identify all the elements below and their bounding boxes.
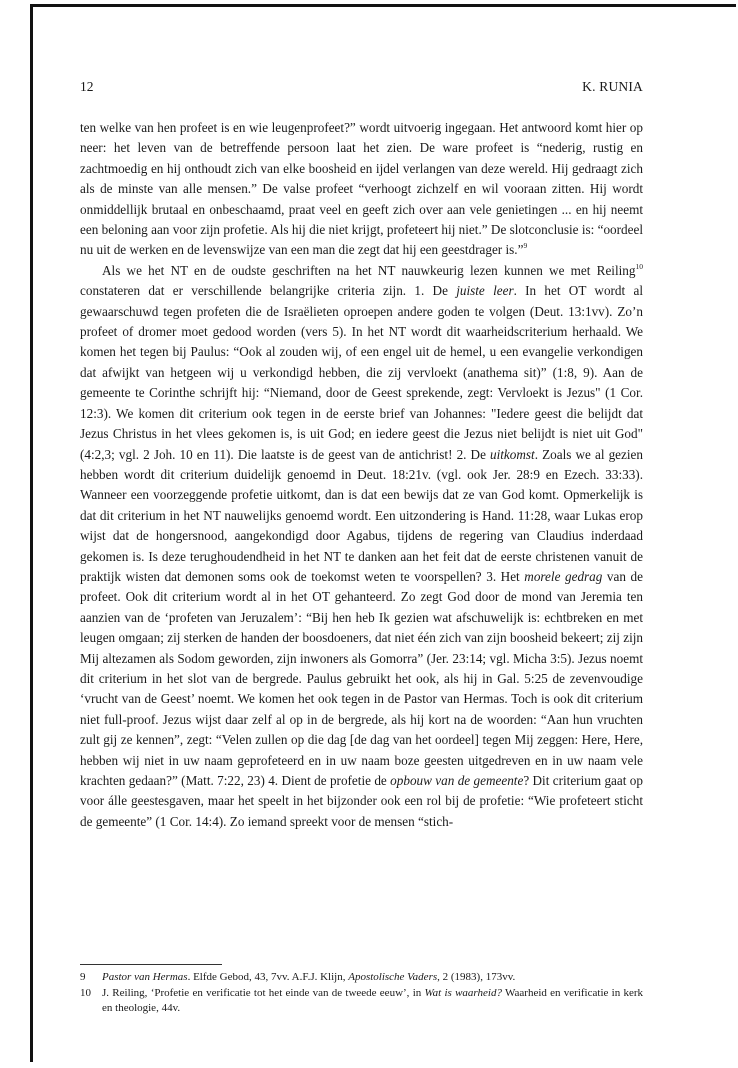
footnote-number: 10: [80, 986, 91, 999]
footnote-divider: [80, 964, 222, 965]
paragraph-2-text-a: Als we het NT en de oudste geschriften na het NT nauwkeurig lezen kunnen we met Reiling: [102, 262, 636, 278]
criterion-juiste-leer: juiste leer: [456, 283, 514, 299]
footnote-text: , 2 (1983), 173vv.: [437, 971, 516, 983]
paragraph-2-text-b: constateren dat er verschillende belangrijke criteria zijn. 1. De: [80, 283, 457, 299]
footnote-10: [80, 986, 643, 1017]
footnote-text: Waarheid en verificatie in kerk en theologie, 44v.: [102, 986, 644, 1014]
paragraph-2-text-f: ? Dit criterium gaat op voor álle geestesgaven, maar het speelt in het bijzonder ook een rol bij de profetie: “Wie profeteert sticht de gemeente” (1 Cor. 14:4). Zo iemand spreekt voor de mensen “stich-: [80, 773, 643, 829]
paragraph-2-text-c: . In het OT wordt al gewaarschuwd tegen profeten die de Israëlieten oproepen andere goden te volgen (Deut. 13:1vv). Zo’n profeet of dromer moet gedood worden (vers 5). In het NT wordt dit waarheidscriterium herhaald. We komen het tegen bij Paulus: “Ook al zouden wij, of een engel uit de hemel, u een evangelie verkondigen dat afwijkt van hetgeen wij u verkondigd hebben, die zij vervloekt (anathema sit)” (1:8, 9). Aan de gemeente te Corinthe schrijft hij: “Niemand, door de Geest sprekende, zegt: Vervloekt is Jezus" (1 Cor. 12:3). We komen dit criterium ook tegen in de eerste brief van Johannes: "Iedere geest die belijdt dat Jezus Christus in het vlees gekomen is, is uit God; en iedere geest die Jezus niet belijdt is niet uit God" (4:2,3; vgl. 2 Joh. 10 en 11). Die laatste is de geest van de antichrist! 2. De: [80, 283, 643, 462]
criterion-morele-gedrag: morele gedrag: [524, 568, 603, 584]
paragraph-1: [80, 118, 643, 261]
footnote-text: . Elfde Gebod, 43, 7vv. A.F.J. Klijn,: [187, 971, 349, 983]
footnote-text: J. Reiling, ‘Profetie en verificatie tot het einde van de tweede eeuw’, in: [102, 986, 425, 999]
paragraph-2-text-e: van de profeet. Ook dit criterium wordt al in het OT gehanteerd. Zo zegt God door de mond van Jeremia ten aanzien van de ‘profeten van Jeruzalem’: “Bij hen heb Ik gezien wat afschuwelijk is: echtbreken en met leugen omgaan; zij sterken de handen der boosdoeners, dat niet één zich van zijn boosheid bekeert; zij zijn Mij altezamen als Sodom geworden, zijn inwoners als Gomorra” (Jer. 23:14; vgl. Micha 3:5). Jezus noemt dit criterium in het slot van de bergrede. Paulus gebruikt het ook, als hij in Gal. 5:25 de zevenvoudige ‘vrucht van de Geest’ noemt. We komen het ook tegen in de Pastor van Hermas. Toch is ook dit criterium niet full-proof. Jezus wijst daar zelf al op in de bergrede, als hij kort na de woorden: “Aan hun vruchten zult gij ze kennen”, zegt: “Velen zullen op die dag [de dag van het oordeel] tegen Mij zeggen: Here, Here, hebben wij niet in uw naam geprofeteerd en in uw naam boze geesten uitgedreven en in uw naam vele krachten gedaan?” (Matt. 7:22, 23) 4. Dient de profetie de: [80, 568, 643, 788]
footnote-number: 9: [80, 971, 86, 983]
scan-border-top: [30, 4, 736, 7]
footnotes: [80, 970, 643, 1017]
body-text: [80, 118, 643, 832]
footnote-9: [80, 970, 643, 986]
footnote-ref-9: 9: [523, 241, 528, 251]
criterion-uitkomst: uitkomst: [490, 446, 535, 462]
footnote-title: Wat is waarheid?: [424, 986, 502, 999]
running-title: K. RUNIA: [582, 79, 643, 94]
footnote-title: Apostolische Vaders: [348, 971, 438, 983]
criterion-opbouw: opbouw van de gemeente: [390, 773, 524, 788]
scan-border-left: [30, 4, 33, 1062]
running-head: [80, 79, 643, 97]
page-number: 12: [80, 79, 94, 94]
paragraph-1-text: ten welke van hen profeet is en wie leugenprofeet?” wordt uitvoerig ingegaan. Het antwoord komt hier op neer: het leven van de betreffende persoon laat het zien. De ware profeet is “nederig, rustig en zachtmoedig en hij onthoudt zich van elke boosheid en ijdel verlangen van deze wereld. Hij gedraagt zich als de minste van alle mensen.” De valse profeet “verhoogt zichzelf en wil vooraan zitten. Hij wordt onmiddellijk brutaal en onbeschaamd, praat veel en geeft zich over aan vele genietingen ... en hij neemt een beloning aan voor zijn profetie. Als hij die niet krijgt, profeteert hij niet.” De slotconclusie is: “oordeel nu uit de werken en de levenswijze van een man die zegt dat hij een geestdrager is.”: [80, 120, 643, 258]
footnote-title: Pastor van Hermas: [102, 971, 188, 983]
paragraph-2: [80, 261, 643, 832]
paragraph-2-text-d: . Zoals we al gezien hebben wordt dit criterium duidelijk genoemd in Deut. 18:21v. (vgl. ook Jer. 28:9 en Ezech. 33:33). Wanneer een voorzeggende profetie uitkomt, dan is dat een bewijs dat ze van God komt. Opmerkelijk is dat dit criterium in het NT nauwelijks genoemd wordt. Een uitzondering is Hand. 11:28, waar Lukas erop wijst dat de hongersnood, aangekondigd door Agabus, tijdens de regering van Claudius inderdaad gekomen is. Is deze terughoudendheid in het NT te danken aan het feit dat de eerste christenen vanuit de praktijk wisten dat demonen soms ook de toekomst weten te voorspellen? 3. Het: [80, 446, 643, 584]
footnote-ref-10: 10: [635, 261, 643, 271]
